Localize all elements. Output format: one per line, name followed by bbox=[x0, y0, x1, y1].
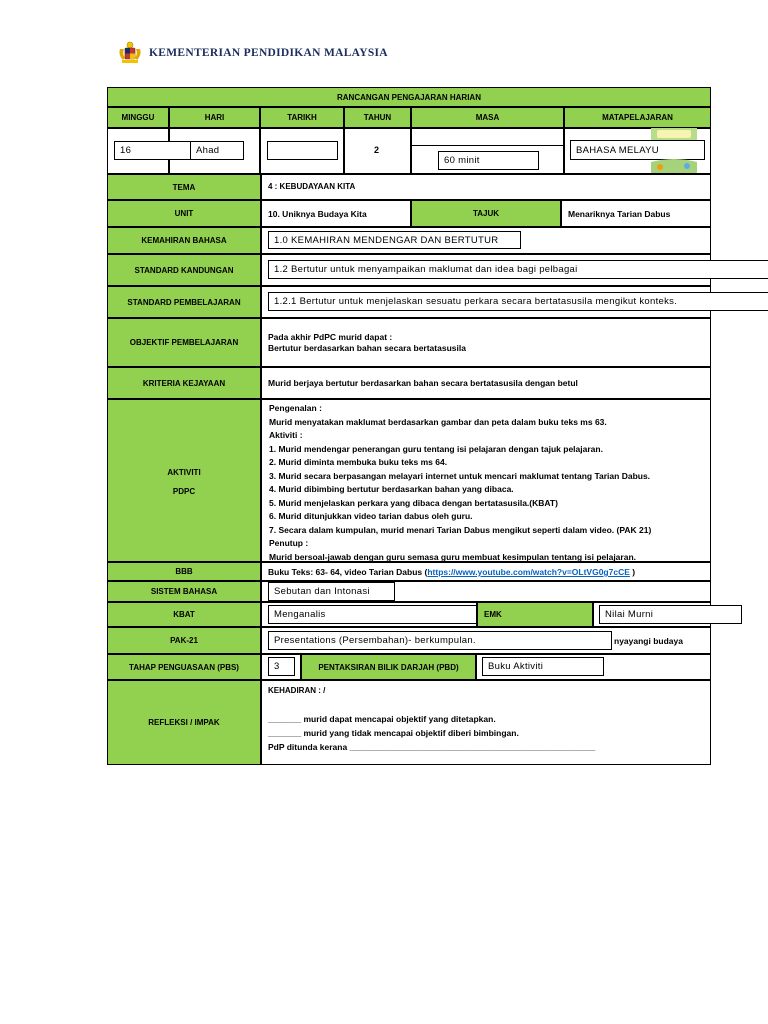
masa-field[interactable]: 60 minit bbox=[438, 151, 539, 170]
pdpc-label: PDPC bbox=[172, 487, 196, 496]
label-tema: TEMA bbox=[107, 174, 261, 200]
bbb-prefix: Buku Teks: 63- 64, video Tarian Dabus ( bbox=[268, 567, 428, 577]
aktiviti-lines bbox=[269, 402, 651, 564]
bbb-value bbox=[268, 567, 635, 577]
minggu-field[interactable]: 16 bbox=[114, 141, 192, 160]
pak21-field[interactable]: Presentations (Persembahan)- berkumpulan. bbox=[268, 631, 612, 650]
standard-pembelajaran-field[interactable]: 1.2.1 Bertutur untuk menjelaskan sesuatu perkara secara bertatasusila mengikut konteks. bbox=[268, 292, 768, 311]
refleksi-line-1: _______ murid dapat mencapai objektif yang ditetapkan. bbox=[268, 714, 496, 724]
label-pak21: PAK-21 bbox=[107, 627, 261, 654]
kehadiran-line: KEHADIRAN : / bbox=[268, 686, 326, 695]
aktiviti-line: Murid bersoal-jawab dengan guru semasa guru membuat kesimpulan tentang isi pelajaran. bbox=[269, 551, 637, 562]
label-kriteria: KRITERIA KEJAYAAN bbox=[107, 367, 261, 399]
aktiviti-line: Pengenalan : bbox=[269, 403, 322, 413]
pbd-field[interactable]: Buku Aktiviti bbox=[482, 657, 604, 676]
label-tajuk: TAJUK bbox=[411, 200, 561, 227]
kriteria-value: Murid berjaya bertutur berdasarkan bahan secara bertatasusila dengan betul bbox=[268, 378, 578, 388]
aktiviti-line: 5. Murid menjelaskan perkara yang dibaca dengan bertatasusila.(KBAT) bbox=[269, 497, 558, 508]
label-refleksi: REFLEKSI / IMPAK bbox=[107, 680, 261, 765]
col-tarikh: TARIKH bbox=[260, 107, 344, 128]
label-objektif: OBJEKTIF PEMBELAJARAN bbox=[107, 318, 261, 367]
aktiviti-line: 2. Murid diminta membuka buku teks ms 64. bbox=[269, 457, 448, 467]
emk-field[interactable]: Nilai Murni bbox=[599, 605, 742, 624]
aktiviti-line: Murid menyatakan maklumat berdasarkan gambar dan peta dalam buku teks ms 63. bbox=[269, 416, 607, 427]
col-matapelajaran: MATAPELAJARAN bbox=[564, 107, 711, 128]
hari-field[interactable]: Ahad bbox=[190, 141, 244, 160]
cell-aktiviti bbox=[261, 399, 711, 562]
label-standard-kandungan: STANDARD KANDUNGAN bbox=[107, 254, 261, 286]
bahasa-melayu-logo-icon bbox=[651, 128, 697, 173]
malaysia-crest-icon bbox=[117, 41, 143, 65]
masa-divider bbox=[411, 145, 564, 146]
col-tahun: TAHUN bbox=[344, 107, 411, 128]
aktiviti-line: 7. Secara dalam kumpulan, murid menari Tarian Dabus mengikut seperti dalam video. (PAK 21) bbox=[269, 524, 652, 535]
sistem-bahasa-field[interactable]: Sebutan dan Intonasi bbox=[268, 582, 395, 601]
objektif-line-1: Pada akhir PdPC murid dapat : bbox=[268, 332, 393, 342]
label-sistem-bahasa: SISTEM BAHASA bbox=[107, 581, 261, 602]
label-aktiviti bbox=[107, 399, 261, 562]
ministry-title: KEMENTERIAN PENDIDIKAN MALAYSIA bbox=[149, 47, 388, 59]
tahap-penguasaan-field[interactable]: 3 bbox=[268, 657, 295, 676]
col-hari: HARI bbox=[169, 107, 260, 128]
refleksi-line-3: PdP ditunda kerana ____________________________________________________ bbox=[268, 742, 596, 752]
refleksi-line-2: _______ murid yang tidak mencapai objektif diberi bimbingan. bbox=[268, 728, 519, 738]
objektif-line-2: Bertutur berdasarkan bahan secara bertatasusila bbox=[268, 343, 466, 353]
label-unit: UNIT bbox=[107, 200, 261, 227]
label-emk bbox=[477, 602, 593, 627]
table-title: RANCANGAN PENGAJARAN HARIAN bbox=[107, 87, 711, 107]
aktiviti-line: 6. Murid ditunjukkan video tarian dabus oleh guru. bbox=[269, 511, 473, 521]
unit-value: 10. Uniknya Budaya Kita bbox=[268, 209, 367, 219]
kemahiran-bahasa-field[interactable]: 1.0 KEMAHIRAN MENDENGAR DAN BERTUTUR bbox=[268, 231, 521, 249]
tarikh-field[interactable] bbox=[267, 141, 338, 160]
label-kemahiran-bahasa: KEMAHIRAN BAHASA bbox=[107, 227, 261, 254]
aktiviti-line: 1. Murid mendengar penerangan guru tentang isi pelajaran dengan tajuk pelajaran. bbox=[269, 443, 603, 454]
col-masa: MASA bbox=[411, 107, 564, 128]
tajuk-value: Menariknya Tarian Dabus bbox=[568, 209, 671, 219]
label-tahap-penguasaan: TAHAP PENGUASAAN (PBS) bbox=[107, 654, 261, 680]
aktiviti-line: Aktiviti : bbox=[269, 430, 303, 440]
label-kbat: KBAT bbox=[107, 602, 261, 627]
standard-kandungan-field[interactable]: 1.2 Bertutur untuk menyampaikan maklumat dan idea bagi pelbagai bbox=[268, 260, 768, 279]
aktiviti-label: AKTIVITI bbox=[167, 468, 201, 477]
tahun-value: 2 bbox=[374, 145, 380, 155]
label-standard-pembelajaran: STANDARD PEMBELAJARAN bbox=[107, 286, 261, 318]
bbb-video-link[interactable]: https://www.youtube.com/watch?v=OLtVG0g7cCE bbox=[427, 567, 630, 577]
matapelajaran-field[interactable]: BAHASA MELAYU bbox=[570, 140, 705, 160]
label-bbb: BBB bbox=[107, 562, 261, 581]
tema-value: 4 : KEBUDAYAAN KITA bbox=[268, 182, 356, 191]
kbat-field[interactable]: Menganalis bbox=[268, 605, 477, 624]
emk-label: EMK bbox=[484, 610, 502, 619]
pak21-overflow-text: nyayangi budaya bbox=[614, 636, 683, 646]
ministry-header bbox=[117, 40, 388, 66]
label-pbd: PENTAKSIRAN BILIK DARJAH (PBD) bbox=[301, 654, 476, 680]
aktiviti-line: 4. Murid dibimbing bertutur berdasarkan bahan yang dibaca. bbox=[269, 484, 514, 494]
col-minggu: MINGGU bbox=[107, 107, 169, 128]
aktiviti-line: Penutup : bbox=[269, 538, 309, 548]
bbb-suffix: ) bbox=[629, 567, 636, 577]
aktiviti-line: 3. Murid secara berpasangan melayari internet untuk mencari maklumat tentang Tarian Dabus. bbox=[269, 470, 651, 481]
